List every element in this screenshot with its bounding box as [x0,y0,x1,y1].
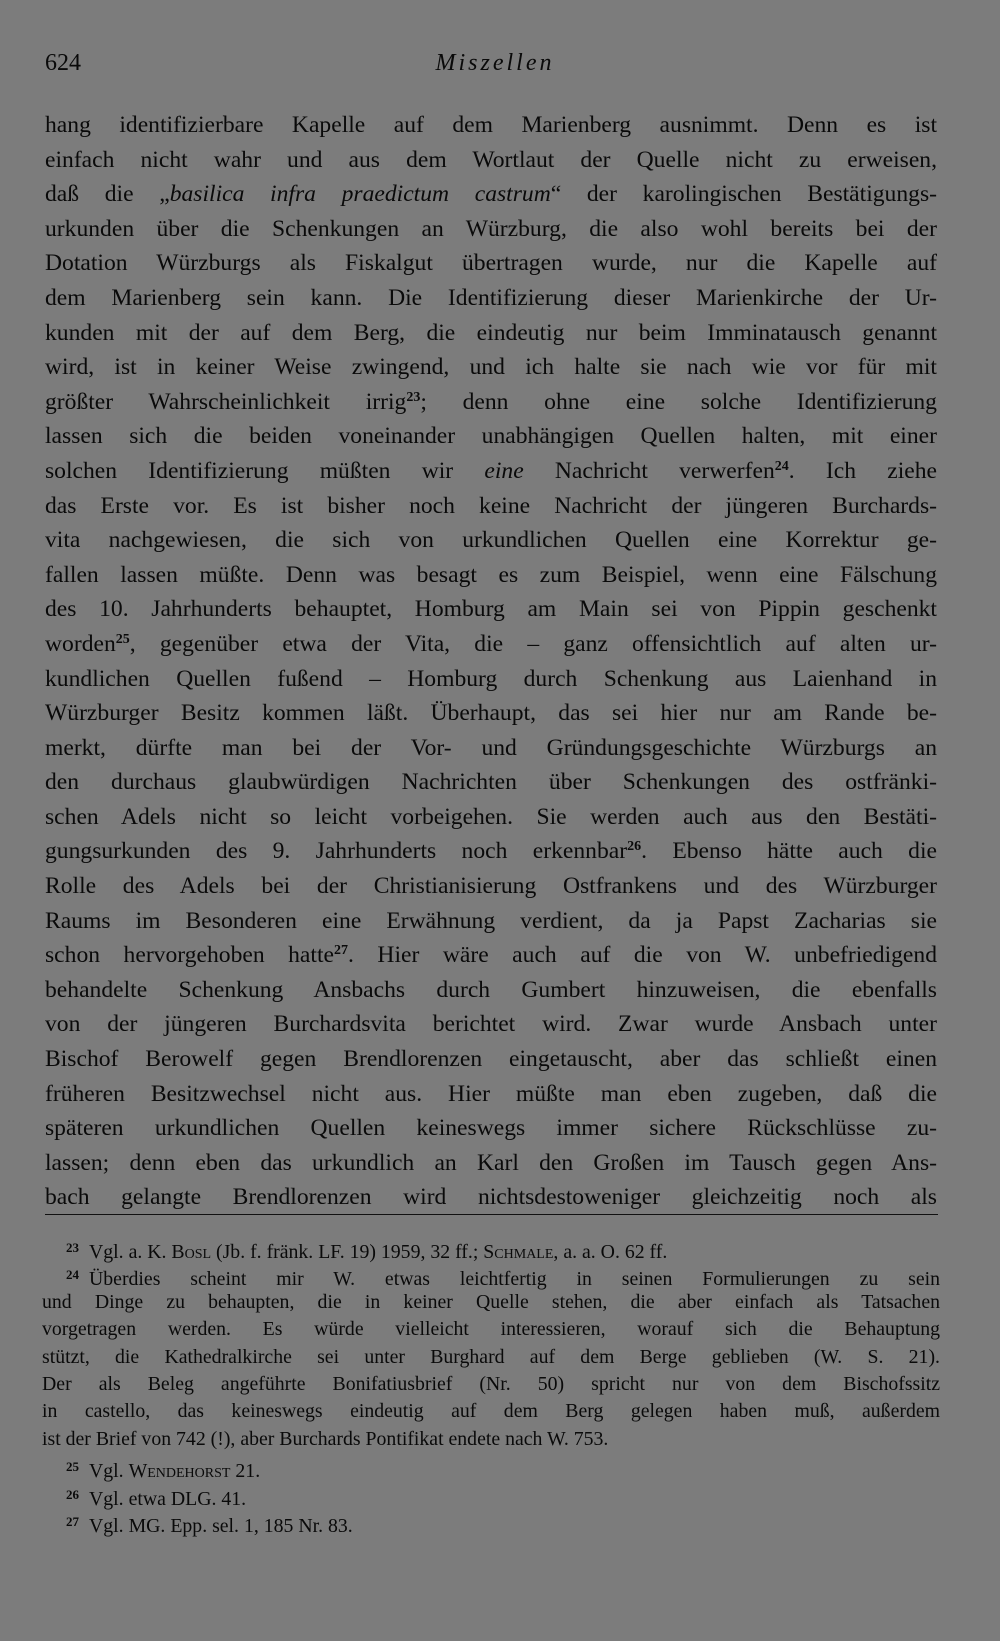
text-fragment: “ der karolingischen Bestätigungs- [550,181,937,208]
footnote-number: 23 [66,1240,79,1255]
text-line [45,834,937,869]
text-line: lassen sich die beiden voneinander unabhängigen Quellen halten, mit einer [45,423,937,450]
author-name: Bosl [171,1241,212,1263]
text-line: Würzburger Besitz kommen läßt. Überhaupt, das sei hier nur am Rande be- [45,700,937,727]
text-line: kunden mit der auf dem Berg, die eindeutig nur beim Imminatausch genannt [45,319,937,346]
footnote-number: 27 [66,1513,79,1529]
text-line: urkunden über die Schenkungen an Würzburg, die also wohl bereits bei der [45,215,937,242]
footnote-ref: 26 [627,839,642,855]
text-fragment: , gegenüber etwa der Vita, die – ganz offensichtlich auf alten ur- [129,630,937,657]
text-line: bach gelangte Brendlorenzen wird nichtsdestoweniger gleichzeitig noch als [45,1184,937,1211]
footnote-27 [42,1508,940,1535]
text-line: wird, ist in keiner Weise zwingend, und ich halte sie nach wie vor für mit [45,354,937,381]
text-line: merkt, dürfte man bei der Vor- und Gründungsgeschichte Würzburgs an [45,734,937,761]
footnote-ref: 25 [115,631,130,647]
footnote-divider [45,1214,938,1215]
footnote-ref: 27 [334,943,348,959]
footnote-25 [42,1453,940,1483]
footnote-line: und Dinge zu behaupten, die in keiner Quelle stehen, die aber einfach als Tatsachen [42,1290,940,1313]
text-fragment: gungsurkunden des 9. Jahrhunderts noch erkennbar [45,838,628,865]
footnote-line: ist der Brief von 742 (!), aber Burchards Pontifikat endete nach W. 753. [42,1427,609,1450]
text-fragment: Vgl. [89,1460,129,1483]
text-fragment: Überdies scheint mir W. etwas leichtfertig in seinen Formulierungen zu sein [89,1268,940,1291]
text-line: einfach nicht wahr und aus dem Wortlaut der Quelle nicht zu erweisen, [45,146,937,173]
text-line: späteren urkundlichen Quellen keineswegs immer sichere Rückschlüsse zu- [45,1115,937,1142]
text-fragment: Vgl. a. K. [89,1241,172,1263]
text-fragment: ; denn ohne eine solche Identifizierung [420,388,937,415]
text-fragment: Vgl. etwa DLG. 41. [89,1487,247,1510]
text-line: schen Adels nicht so leicht vorbeigehen. Sie werden auch aus den Bestäti- [45,803,937,830]
text-fragment: (Jb. f. fränk. LF. 19) 1959, 32 ff.; [211,1241,484,1263]
text-line [45,454,937,489]
text-line: des 10. Jahrhunderts behauptet, Homburg am Main sei von Pippin geschenkt [45,596,937,623]
text-line [45,385,937,420]
text-line [45,177,937,212]
text-line: fallen lassen müßte. Denn was besagt es zum Beispiel, wenn eine Fälschung [45,561,937,588]
text-fragment: Nachricht verwerfen [523,457,775,484]
text-fragment: daß die „ [45,181,170,208]
text-line: Dotation Würzburgs als Fiskalgut übertragen wurde, nur die Kapelle auf [45,250,937,277]
italic-word: eine [484,457,524,484]
footnotes [42,1234,940,1535]
text-line [45,627,937,662]
text-fragment: Vgl. MG. Epp. sel. 1, 185 Nr. 83. [89,1514,353,1537]
text-line: behandelte Schenkung Ansbachs durch Gumbert hinzuweisen, die ebenfalls [45,976,937,1003]
footnote-number: 26 [66,1486,79,1502]
italic-quote: basilica infra praedictum castrum [169,181,551,208]
text-fragment: , a. a. O. 62 ff. [553,1241,668,1263]
text-line: das Erste vor. Es ist bisher noch keine Nachricht der jüngeren Burchards- [45,492,937,519]
text-line: hang identifizierbare Kapelle auf dem Marienberg ausnimmt. Denn es ist [45,112,937,138]
footnote-23 [42,1234,940,1261]
footnote-26 [42,1481,940,1508]
footnote-ref: 24 [774,458,789,474]
text-line: früheren Besitzwechsel nicht aus. Hier müßte man eben zugeben, daß die [45,1080,937,1107]
text-fragment: schon hervorgehoben hatte [45,942,334,969]
text-fragment: . Ebenso hätte auch die [641,838,938,865]
text-line: den durchaus glaubwürdigen Nachrichten über Schenkungen des ostfränki- [45,769,937,796]
footnote-line: vorgetragen werden. Es würde vielleicht interessieren, worauf sich die Behauptung [42,1318,940,1341]
text-line: dem Marienberg sein kann. Die Identifizierung dieser Marienkirche der Ur- [45,284,937,311]
text-fragment: . Hier wäre auch auf die von W. unbefriedigend [348,942,937,969]
author-name: Schmale [483,1241,554,1263]
page-number: 624 [45,50,81,76]
text-line: kundlichen Quellen fußend – Homburg durch Schenkung aus Laienhand in [45,665,937,692]
footnote-24 [42,1261,940,1291]
running-title: Miszellen [435,50,555,76]
text-fragment: . Ich ziehe [788,457,938,484]
footnote-line: in castello, das keineswegs eindeutig auf dem Berg gelegen haben muß, außerdem [42,1400,940,1423]
text-line: lassen; denn eben das urkundlich an Karl den Großen im Tausch gegen Ans- [45,1149,937,1176]
text-line [45,938,937,973]
text-line: Bischof Berowelf gegen Brendlorenzen eingetauscht, aber das schließt einen [45,1046,937,1073]
footnote-number: 25 [66,1459,79,1475]
body-text [45,108,937,1215]
text-fragment: solchen Identifizierung müßten wir [45,457,485,484]
footnote-line: Der als Beleg angeführte Bonifatiusbrief (Nr. 50) spricht nur von dem Bischofssitz [42,1372,940,1395]
text-fragment: größter Wahrscheinlichkeit irrig [45,388,407,415]
text-fragment: worden [45,630,116,657]
text-line: Raums im Besonderen eine Erwähnung verdient, da ja Papst Zacharias sie [45,907,937,934]
text-line: Rolle des Adels bei der Christianisierung Ostfrankens und des Würzburger [45,873,937,900]
text-line: vita nachgewiesen, die sich von urkundlichen Quellen eine Korrektur ge- [45,527,937,554]
footnote-line: stützt, die Kathedralkirche sei unter Burghard auf dem Berge geblieben (W. S. 21). [42,1345,940,1368]
page-header [45,50,945,84]
text-line: von der jüngeren Burchardsvita berichtet wird. Zwar wurde Ansbach unter [45,1011,937,1038]
author-name: Wendehorst [128,1460,231,1483]
footnote-number: 24 [66,1267,79,1283]
text-fragment: 21. [230,1460,261,1483]
footnote-ref: 23 [406,389,421,405]
